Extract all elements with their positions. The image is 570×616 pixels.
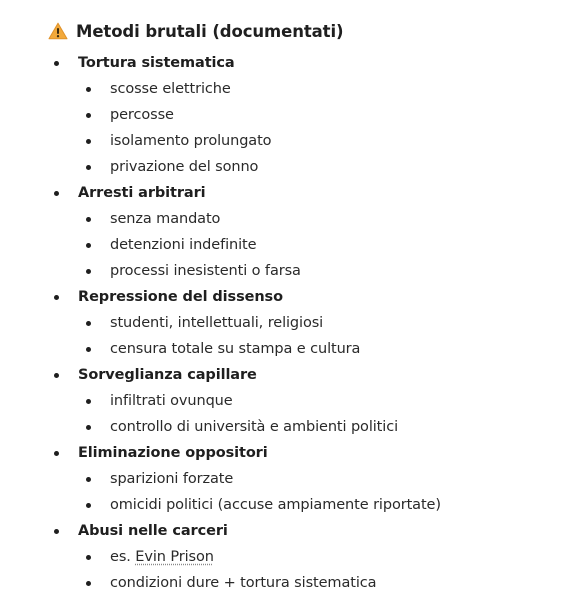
- section-heading: [48, 18, 558, 44]
- list-item: [78, 336, 558, 362]
- item-label: studenti, intellettuali, religiosi: [110, 315, 324, 331]
- list-item-category: [48, 50, 558, 180]
- bullet: [86, 425, 91, 430]
- item-label: sparizioni forzate: [110, 471, 234, 487]
- item-label: detenzioni indefinite: [110, 237, 257, 253]
- category-label: Repressione del dissenso: [78, 289, 283, 305]
- bullet: [86, 243, 91, 248]
- list-item: [78, 388, 558, 414]
- item-label: condizioni dure + tortura sistematica: [110, 575, 377, 591]
- bullet: [86, 477, 91, 482]
- item-label: privazione del sonno: [110, 159, 259, 175]
- sub-list: [78, 310, 558, 362]
- evin-prison-link[interactable]: Evin Prison: [135, 549, 214, 565]
- item-label: scosse elettriche: [110, 81, 231, 97]
- item-label: isolamento prolungato: [110, 133, 272, 149]
- item-label: senza mandato: [110, 211, 221, 227]
- document-content: [48, 18, 558, 596]
- list-item: [78, 570, 558, 596]
- list-item-category: [48, 518, 558, 596]
- item-label: percosse: [110, 107, 174, 123]
- bullet: [54, 191, 59, 196]
- list-item: [78, 466, 558, 492]
- list-item-category: [48, 440, 558, 518]
- bullet: [86, 503, 91, 508]
- category-label: Arresti arbitrari: [78, 185, 206, 201]
- bullet: [86, 217, 91, 222]
- bullet: [86, 321, 91, 326]
- sub-list: [78, 76, 558, 180]
- list-item: [78, 492, 558, 518]
- bullet: [86, 87, 91, 92]
- warning-icon: [48, 22, 68, 40]
- list-item: [78, 258, 558, 284]
- list-item: [78, 154, 558, 180]
- bullet: [54, 373, 59, 378]
- sub-list: [78, 466, 558, 518]
- item-label: infiltrati ovunque: [110, 393, 233, 409]
- list-item: [78, 128, 558, 154]
- bullet: [86, 555, 91, 560]
- list-item: [78, 102, 558, 128]
- bullet: [54, 451, 59, 456]
- list-item-category: [48, 362, 558, 440]
- list-item: [78, 310, 558, 336]
- bullet: [86, 399, 91, 404]
- list-item-category: [48, 284, 558, 362]
- bullet: [54, 529, 59, 534]
- bullet: [86, 581, 91, 586]
- item-label: omicidi politici (accuse ampiamente riportate): [110, 497, 441, 513]
- category-label: Eliminazione oppositori: [78, 445, 268, 461]
- bullet: [86, 269, 91, 274]
- bullet: [86, 165, 91, 170]
- bullet: [54, 295, 59, 300]
- item-label: processi inesistenti o farsa: [110, 263, 301, 279]
- list-item: [78, 206, 558, 232]
- bullet: [86, 347, 91, 352]
- sub-list: [78, 206, 558, 284]
- bullet: [54, 61, 59, 66]
- list-item: [78, 232, 558, 258]
- list-item: [78, 76, 558, 102]
- bullet: [86, 113, 91, 118]
- item-label: controllo di università e ambienti politici: [110, 419, 399, 435]
- methods-list: [48, 50, 558, 596]
- list-item: [78, 544, 558, 570]
- item-label: censura totale su stampa e cultura: [110, 341, 361, 357]
- item-prefix: es.: [110, 549, 136, 565]
- section-title: Metodi brutali (documentati): [76, 21, 344, 41]
- sub-list: [78, 388, 558, 440]
- category-label: Sorveglianza capillare: [78, 367, 257, 383]
- list-item: [78, 414, 558, 440]
- category-label: Tortura sistematica: [78, 55, 235, 71]
- list-item-category: [48, 180, 558, 284]
- sub-list: [78, 544, 558, 596]
- category-label: Abusi nelle carceri: [78, 523, 228, 539]
- bullet: [86, 139, 91, 144]
